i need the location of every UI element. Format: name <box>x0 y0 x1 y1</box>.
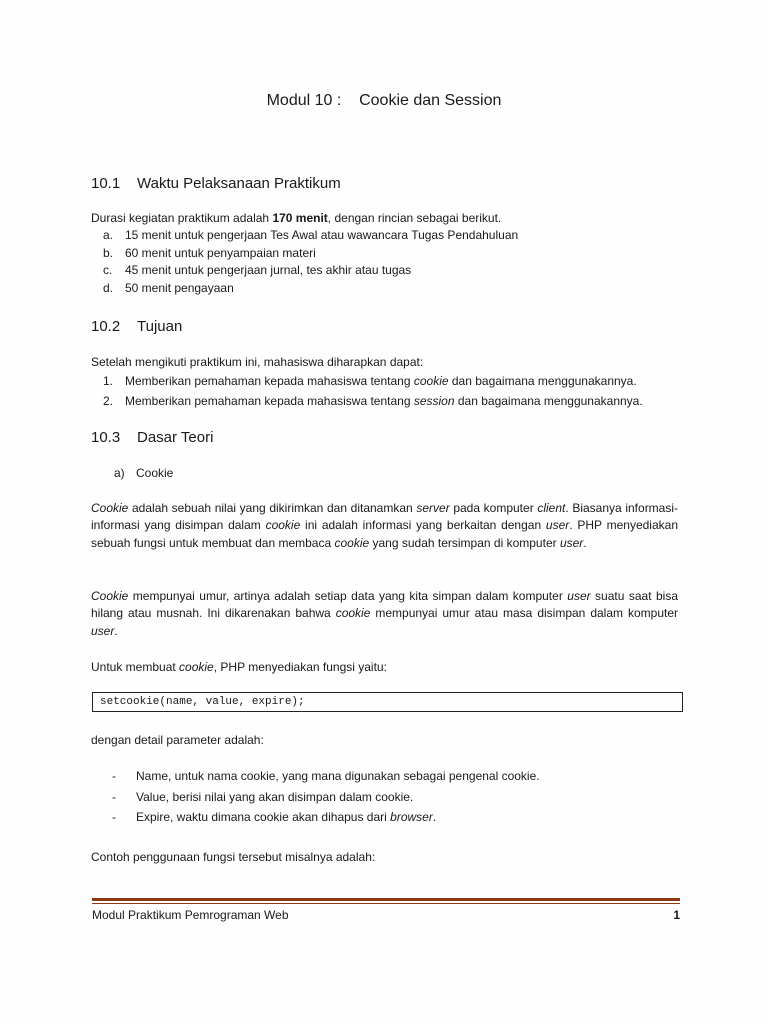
list-item-text: 50 menit pengayaan <box>125 280 234 295</box>
list-item-text: Value, berisi nilai yang akan disimpan dalam cookie. <box>136 789 414 804</box>
paragraph-parameters-intro: dengan detail parameter adalah: <box>91 733 264 747</box>
intro-text: Durasi kegiatan praktikum adalah <box>91 211 273 225</box>
list-item-text: Name, untuk nama cookie, yang mana digunakan sebagai pengenal cookie. <box>136 769 540 783</box>
list-marker: c. <box>103 263 113 277</box>
list-marker: - <box>112 810 116 824</box>
list-marker: d. <box>103 280 114 295</box>
duration-list <box>91 227 518 297</box>
list-item <box>91 245 518 263</box>
list-item <box>91 371 643 391</box>
section-number: 10.1 <box>91 175 121 192</box>
footer-rule <box>92 898 680 901</box>
list-marker: b. <box>103 245 114 260</box>
objectives-list <box>91 371 643 411</box>
section-heading-10-2 <box>91 318 182 335</box>
page-number: 1 <box>673 908 680 922</box>
list-item-text-post: dan bagaimana menggunakannya. <box>448 374 637 388</box>
intro-text-post: , dengan rincian sebagai berikut. <box>327 211 502 225</box>
section-heading-10-3 <box>91 429 213 446</box>
list-item-em: cookie <box>413 374 449 388</box>
section-number: 10.2 <box>91 318 121 335</box>
section2-intro: Setelah mengikuti praktikum ini, mahasiswa diharapkan dapat: <box>91 355 424 369</box>
list-item-text: 45 menit untuk pengerjaan jurnal, tes akhir atau tugas <box>125 263 412 277</box>
section1-intro <box>91 210 501 227</box>
list-item <box>91 227 518 245</box>
list-item <box>91 262 518 280</box>
paragraph-cookie-definition: Cookie adalah sebuah nilai yang dikirimkan dan ditanamkan server pada komputer client. Biasanya informasi-informasi yang disimpan dalam cookie ini adalah informasi yang berkaitan dengan user. PHP menyediakan sebuah fungsi untuk membuat dan membaca cookie yang sudah tersimpan di komputer user. <box>91 501 679 550</box>
section-title: Waktu Pelaksanaan Praktikum <box>137 175 341 192</box>
list-item-em: browser <box>390 810 433 824</box>
list-item-text: Memberikan pemahaman kepada mahasiswa tentang <box>125 394 414 408</box>
list-item-em: session <box>413 394 455 408</box>
section-number: 10.3 <box>91 429 121 446</box>
list-item-text-post: dan bagaimana menggunakannya. <box>454 394 643 408</box>
list-item <box>112 787 540 808</box>
page-title: Modul 10 : Cookie dan Session <box>266 92 502 109</box>
parameter-list <box>112 766 540 828</box>
list-marker: - <box>112 769 116 783</box>
list-marker: a. <box>103 228 114 242</box>
subsection-marker: a) <box>114 466 125 480</box>
footer-title: Modul Praktikum Pemrograman Web <box>92 908 289 922</box>
list-item-text: 60 menit untuk penyampaian materi <box>125 245 316 260</box>
list-item <box>112 766 540 787</box>
list-item-text: Expire, waktu dimana cookie akan dihapus dari <box>136 810 391 824</box>
list-item-text-post: . <box>432 810 437 824</box>
paragraph-cookie-lifetime: Cookie mempunyai umur, artinya adalah setiap data yang kita simpan dalam komputer user suatu saat bisa hilang atau musnah. Ini dikarenakan bahwa cookie mempunyai umur atau masa disimpan dalam komputer user. <box>91 589 679 638</box>
code-block: setcookie(name, value, expire); <box>92 692 683 712</box>
list-item <box>91 280 518 298</box>
subsection-heading-cookie <box>114 466 173 480</box>
section-title: Dasar Teori <box>137 429 214 446</box>
list-item <box>91 391 643 411</box>
list-item-text: Memberikan pemahaman kepada mahasiswa tentang <box>125 374 414 388</box>
list-marker: - <box>112 789 116 804</box>
list-marker: 2. <box>103 394 114 408</box>
paragraph-example-intro: Contoh penggunaan fungsi tersebut misalnya adalah: <box>91 850 376 864</box>
list-item <box>112 807 540 828</box>
intro-bold: 170 menit <box>272 211 328 225</box>
section-heading-10-1 <box>91 175 341 192</box>
section-title: Tujuan <box>137 318 183 335</box>
paragraph-setcookie-intro: Untuk membuat cookie, PHP menyediakan fungsi yaitu: <box>91 660 387 674</box>
list-marker: 1. <box>103 374 114 388</box>
subsection-title: Cookie <box>136 466 174 480</box>
footer-rule-thin <box>92 903 680 904</box>
list-item-text: 15 menit untuk pengerjaan Tes Awal atau wawancara Tugas Pendahuluan <box>125 228 519 242</box>
